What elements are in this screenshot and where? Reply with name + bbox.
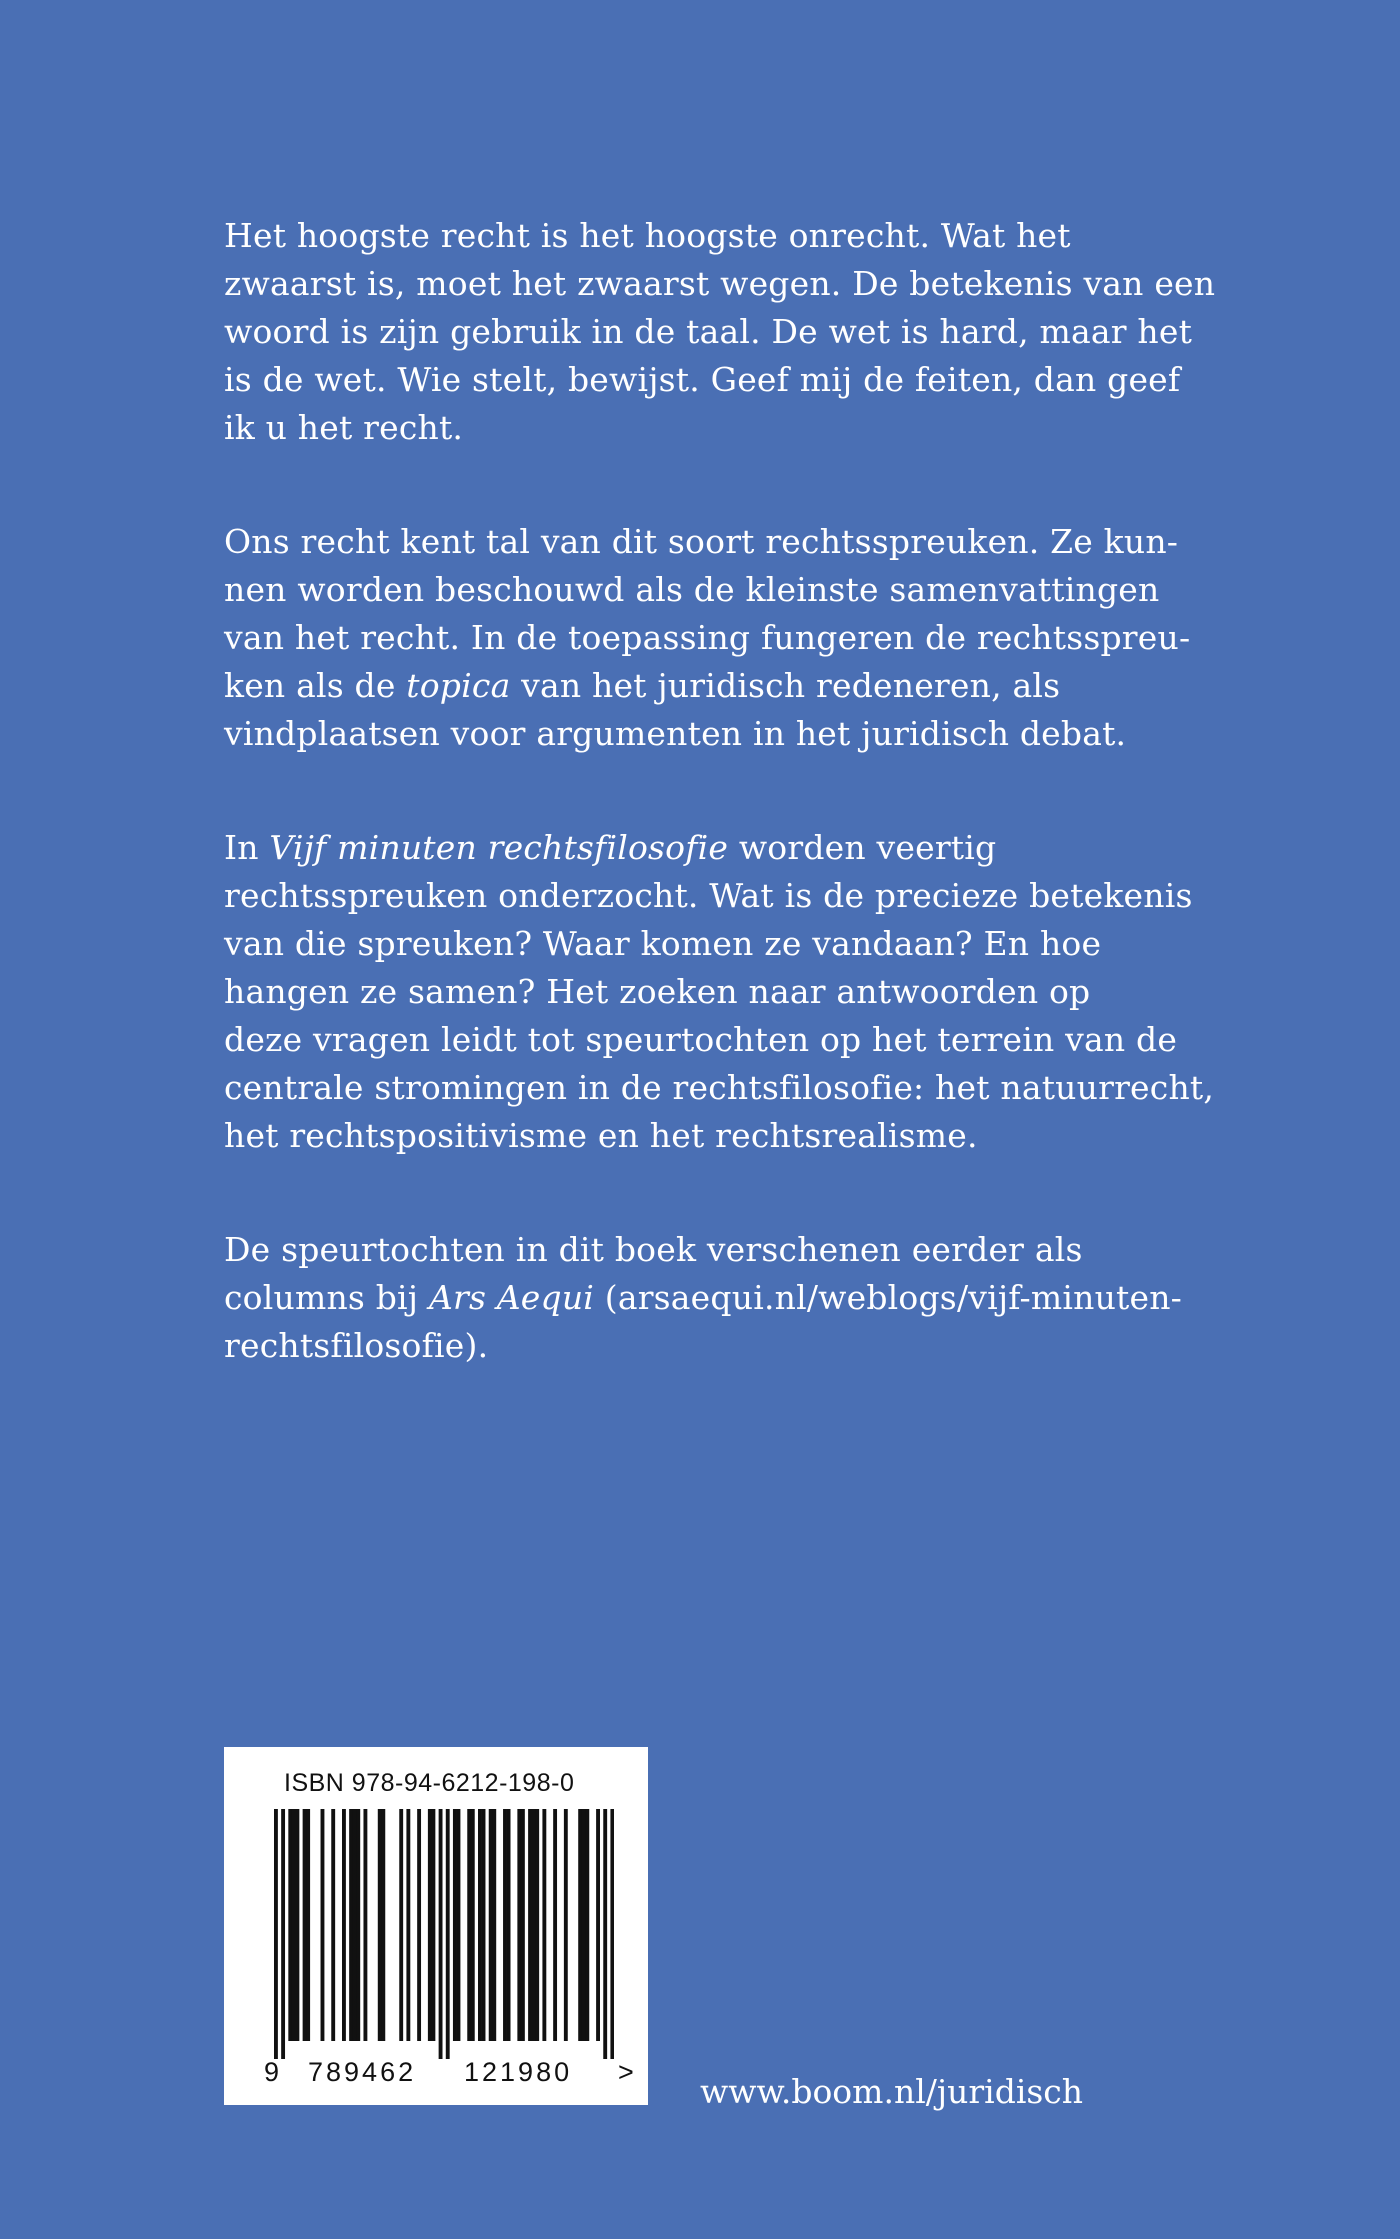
barcode-bar — [492, 1809, 496, 2041]
text-segment: (arsaequi.nl/weblogs/vijf-minuten- — [594, 1278, 1183, 1317]
italic-journal-name: Ars Aequi — [428, 1278, 595, 1317]
barcode-bar — [489, 1809, 493, 2041]
barcode-bar — [482, 1809, 486, 2041]
barcode-bar — [353, 1809, 357, 2041]
barcode-bar — [378, 1809, 382, 2041]
barcode-bar — [503, 1809, 507, 2041]
barcode-bar — [399, 1809, 403, 2041]
text-line — [224, 824, 1184, 872]
barcode-bar — [303, 1809, 307, 2041]
text-line: het rechtspositivisme en het rechtsrealisme. — [224, 1116, 978, 1155]
barcode-bar — [288, 1809, 292, 2041]
barcode-bar — [603, 1809, 607, 2059]
barcode-bar — [417, 1809, 421, 2041]
barcode-bar — [306, 1809, 310, 2041]
text-line: vindplaatsen voor argumenten in het juridisch debat. — [224, 714, 1127, 753]
barcode-bar — [281, 1809, 285, 2059]
text-segment: ken als de — [224, 666, 407, 705]
paragraph-1 — [224, 212, 1216, 452]
italic-book-title: Vijf minuten rechtsfilosofie — [269, 828, 729, 867]
barcode-icon — [274, 1809, 614, 2059]
barcode-bar — [532, 1809, 536, 2041]
text-line: van die spreuken? Waar komen ze vandaan? En hoe — [224, 924, 1102, 963]
barcode-bar — [507, 1809, 511, 2041]
text-segment: worden veertig — [728, 828, 997, 867]
barcode-bar — [356, 1809, 360, 2041]
paragraph-2 — [224, 518, 1191, 758]
barcode-bar — [578, 1809, 582, 2041]
barcode-bar — [582, 1809, 586, 2041]
text-segment: van het juridisch redeneren, als — [510, 666, 1061, 705]
barcode-bar — [292, 1809, 296, 2041]
barcode-bar — [349, 1809, 353, 2041]
barcode-bar — [542, 1809, 546, 2041]
barcode-quiet-marker: > — [618, 2057, 634, 2087]
text-line — [224, 662, 1184, 710]
text-line: De speurtochten in dit boek verschenen eerder als — [224, 1230, 1083, 1269]
italic-term: topica — [406, 666, 511, 705]
barcode-bar — [381, 1809, 385, 2041]
text-line: Ons recht kent tal van dit soort rechtsspreuken. Ze kun- — [224, 522, 1179, 561]
isbn-label: ISBN 978-94-6212-198-0 — [284, 1769, 575, 1797]
paragraph-4 — [224, 1226, 1184, 1370]
text-line: woord is zijn gebruik in de taal. De wet is hard, maar het — [224, 312, 1193, 351]
barcode-bar — [471, 1809, 475, 2041]
barcode-bar — [517, 1809, 521, 2041]
barcode-bar — [457, 1809, 461, 2041]
text-line: zwaarst is, moet het zwaarst wegen. De betekenis van een — [224, 264, 1216, 303]
text-line: nen worden beschouwd als de kleinste samenvattingen — [224, 570, 1160, 609]
barcode-bar — [331, 1809, 335, 2041]
barcode-bar — [431, 1809, 435, 2041]
text-segment: columns bij — [224, 1278, 429, 1317]
publisher-website: www.boom.nl/juridisch — [700, 2072, 1084, 2111]
barcode-bar — [564, 1809, 568, 2041]
isbn-barcode-box — [224, 1747, 648, 2105]
barcode-bar — [295, 1809, 299, 2041]
barcode-digit-group-2: 121980 — [464, 2057, 573, 2087]
barcode-bar — [521, 1809, 525, 2041]
paragraph-3 — [224, 824, 1215, 1160]
barcode-bar — [596, 1809, 600, 2041]
text-line — [224, 1274, 1184, 1322]
text-segment: In — [224, 828, 270, 867]
text-line: Het hoogste recht is het hoogste onrecht. Wat het — [224, 216, 1071, 255]
text-line: hangen ze samen? Het zoeken naar antwoorden op — [224, 972, 1091, 1011]
back-cover-text — [224, 212, 1216, 1436]
text-line: ik u het recht. — [224, 408, 464, 447]
text-line: centrale stromingen in de rechtsfilosofie: het natuurrecht, — [224, 1068, 1215, 1107]
barcode-bar — [478, 1809, 482, 2041]
barcode-digit-first: 9 — [264, 2057, 280, 2087]
barcode-bar — [428, 1809, 432, 2041]
barcode-digit-group-1: 789462 — [308, 2057, 417, 2087]
barcode-bar — [528, 1809, 532, 2041]
text-line: is de wet. Wie stelt, bewijst. Geef mij de feiten, dan geef — [224, 360, 1181, 399]
barcode-bar — [446, 1809, 450, 2059]
barcode-bar — [585, 1809, 589, 2041]
barcode-bar — [453, 1809, 457, 2041]
text-line: rechtsfilosofie). — [224, 1326, 489, 1365]
text-line: rechtsspreuken onderzocht. Wat is de precieze betekenis — [224, 876, 1193, 915]
text-line: deze vragen leidt tot speurtochten op het terrein van de — [224, 1020, 1178, 1059]
barcode-bar — [363, 1809, 367, 2041]
barcode-bar — [553, 1809, 557, 2041]
barcode-bar — [406, 1809, 410, 2041]
barcode-bar — [342, 1809, 346, 2041]
barcode-bar — [439, 1809, 443, 2059]
barcode-bar — [535, 1809, 539, 2041]
barcode-bar — [467, 1809, 471, 2041]
barcode-bar — [610, 1809, 614, 2059]
text-line: van het recht. In de toepassing fungeren de rechtsspreu- — [224, 618, 1191, 657]
barcode-bar — [321, 1809, 325, 2041]
barcode-bar — [274, 1809, 278, 2059]
